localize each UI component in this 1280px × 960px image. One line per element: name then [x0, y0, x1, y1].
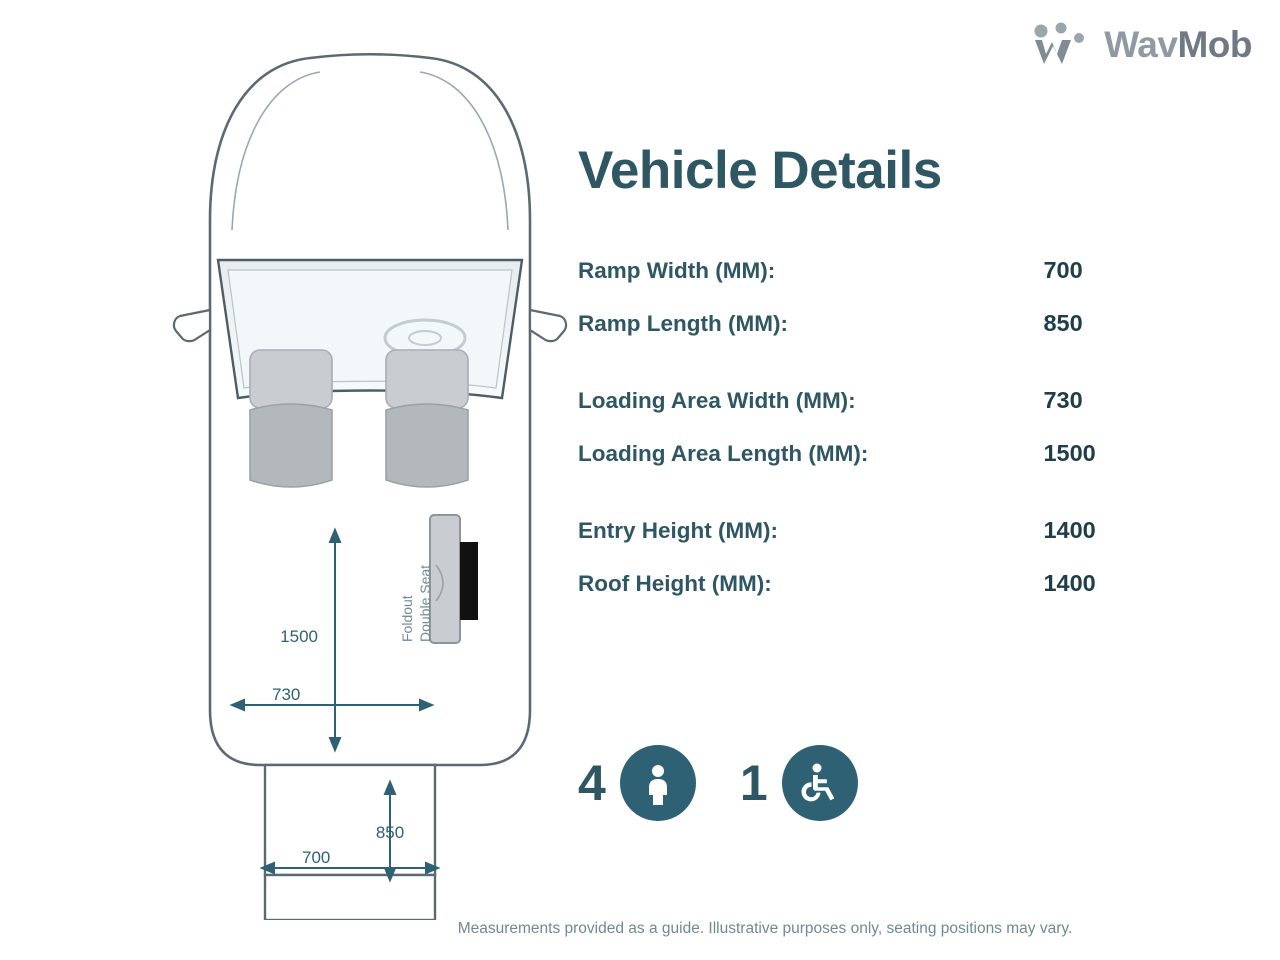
brand-logo	[1032, 22, 1252, 68]
spec-row-loading-area-width	[578, 387, 1138, 440]
spec-value-ramp-width: 700	[1043, 257, 1083, 283]
spec-row-ramp-length	[578, 310, 1138, 387]
page-title: Vehicle Details	[578, 141, 942, 200]
spec-value-loading-area-width: 730	[1043, 387, 1083, 413]
details-panel	[578, 140, 1138, 623]
ramp-outline	[265, 765, 435, 920]
seat-label-line1: Foldout	[399, 595, 415, 642]
footer-disclaimer	[0, 920, 1280, 938]
brand-name-part1: Wav	[1104, 24, 1178, 65]
spec-label-entry-height: Entry Height (MM):	[578, 518, 778, 543]
wheelchair-count: 1	[739, 755, 768, 811]
wavmob-logo-icon	[1032, 22, 1092, 68]
spec-row-loading-area-length	[578, 440, 1138, 517]
spec-value-loading-area-length: 1500	[1043, 440, 1096, 466]
spec-label-ramp-width: Ramp Width (MM):	[578, 258, 776, 283]
seat-label-line2: Double Seat	[417, 564, 433, 642]
capacity-summary	[578, 745, 858, 821]
dimension-label-700: 700	[302, 848, 331, 867]
spec-value-entry-height: 1400	[1043, 517, 1096, 543]
spec-value-ramp-length: 850	[1043, 310, 1083, 336]
spec-row-ramp-width	[578, 257, 1138, 310]
footer-text: Measurements provided as a guide. Illustrative purposes only, seating positions may vary.	[457, 920, 1073, 937]
spec-label-roof-height: Roof Height (MM):	[578, 571, 772, 596]
person-icon	[620, 745, 696, 821]
vehicle-body-outline	[174, 54, 566, 765]
spec-row-entry-height	[578, 517, 1138, 570]
dimension-label-730: 730	[272, 685, 301, 704]
spec-label-loading-area-width: Loading Area Width (MM):	[578, 388, 856, 413]
brand-name	[1104, 24, 1252, 66]
spec-row-roof-height	[578, 570, 1138, 623]
vehicle-diagram	[150, 20, 570, 920]
spec-label-ramp-length: Ramp Length (MM):	[578, 311, 788, 336]
passenger-count: 4	[578, 755, 606, 811]
dimension-label-850: 850	[375, 823, 405, 842]
dimension-label-1500: 1500	[280, 627, 318, 646]
spec-label-loading-area-length: Loading Area Length (MM):	[578, 441, 869, 466]
spec-value-roof-height: 1400	[1043, 570, 1096, 596]
specifications-table	[578, 257, 1138, 623]
brand-name-part2: Mob	[1177, 24, 1252, 65]
wheelchair-icon	[782, 745, 858, 821]
